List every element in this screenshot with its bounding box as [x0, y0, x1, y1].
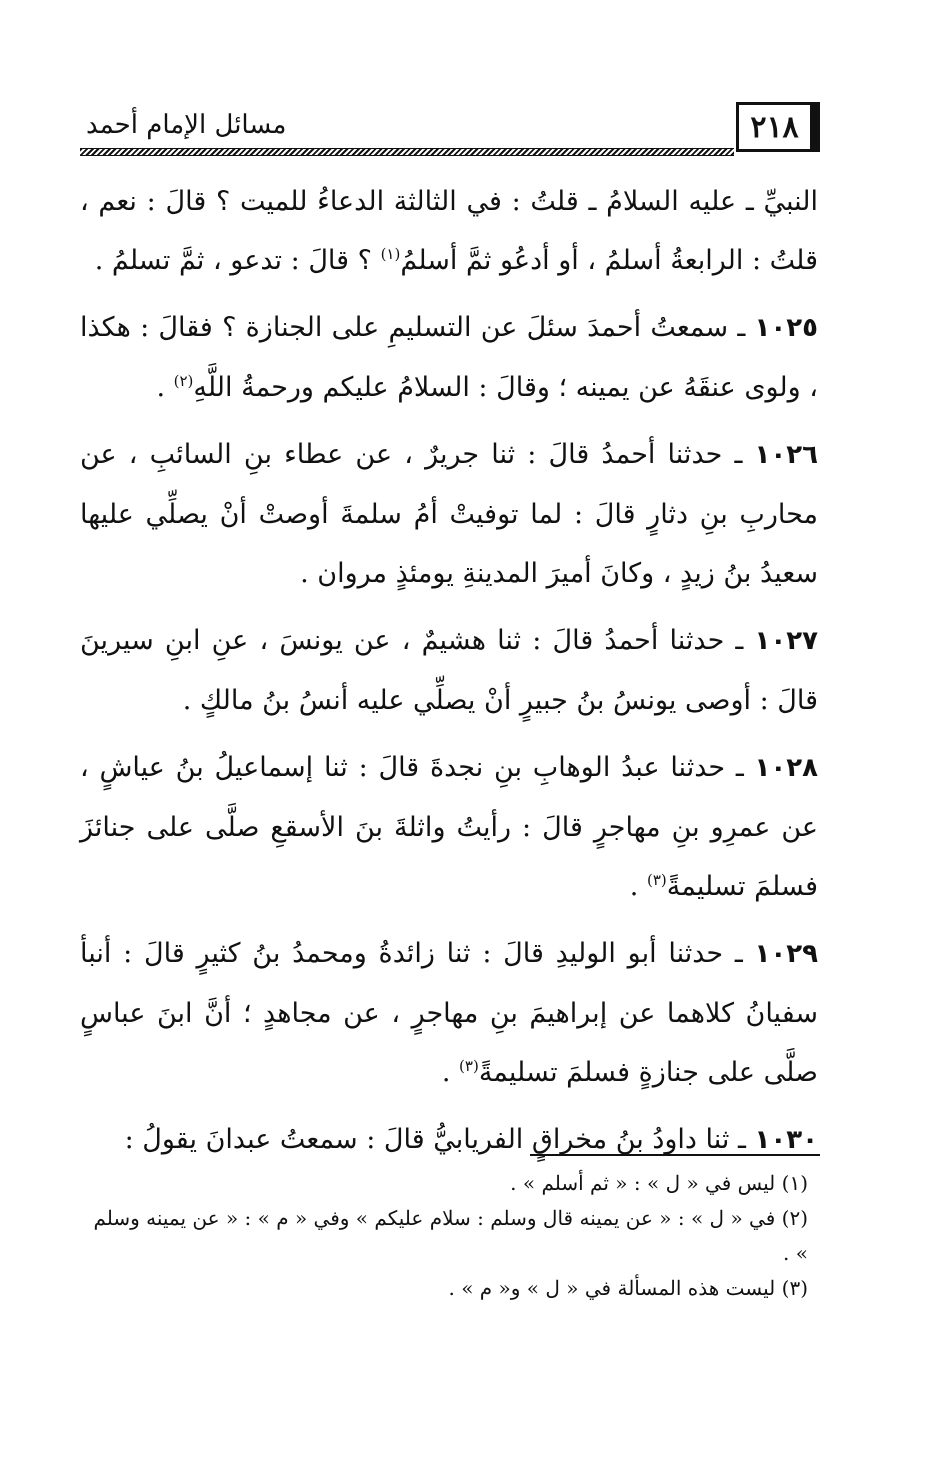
footnote: (٢) في « ل » : « عن يمينه قال وسلم : سلام عليكم » وفي « م » : « عن يمينه وسلم » .: [93, 1206, 808, 1265]
running-title: مسائل الإمام أحمد: [86, 110, 287, 140]
paragraph: ١٠٢٨ ـ حدثنا عبدُ الوهابِ بنِ نجدةَ قالَ : ثنا إسماعيلُ بنُ عياشٍ ، عن عمرِو بنِ مهاجرٍ قالَ : رأيتُ واثلةَ بنَ الأسقعِ صلَّى على جنائزَ فسلمَ تسليمةً$^{(٣)}$ .: [80, 752, 818, 902]
issue-number: ١٠٢٦: [754, 440, 818, 470]
paragraph: ١٠٢٥ ـ سمعتُ أحمدَ سئلَ عن التسليمِ على الجنازة ؟ فقالَ : هكذا ، ولوى عنقَهُ عن يمينه ؛ وقالَ : السلامُ عليكم ورحمةُ اللَّهِ$^{(٢)}$ .: [80, 312, 818, 403]
issue-number: ١٠٢٩: [754, 939, 818, 969]
issue-number: ١٠٢٥: [754, 313, 818, 343]
page-number-box: [736, 102, 820, 152]
footnote: (٣) ليست هذه المسألة في « ل » و« م » .: [448, 1276, 808, 1300]
paragraph: ١٠٣٠ ـ ثنا داودُ بنُ مخراقٍ الفريابيُّ قالَ : سمعتُ عبدانَ يقولُ :: [124, 1124, 818, 1155]
header-rule: [80, 148, 734, 156]
paragraph: ١٠٢٧ ـ حدثنا أحمدُ قالَ : ثنا هشيمٌ ، عن يونسَ ، عنِ ابنِ سيرينَ قالَ : أوصى يونسُ بنُ جبيرٍ أنْ يصلِّي عليه أنسُ بنُ مالكٍ .: [80, 625, 818, 716]
paragraph: ١٠٢٦ ـ حدثنا أحمدُ قالَ : ثنا جريرٌ ، عن عطاء بنِ السائبِ ، عن محاربِ بنِ دثارٍ قالَ : لما توفيتْ أمُ سلمةَ أوصتْ أنْ يصلِّي عليها سعيدُ بنُ زيدٍ ، وكانَ أميرَ المدينةِ يومئذٍ مروان .: [80, 439, 818, 589]
page-header: [80, 98, 820, 160]
footnote: (١) ليس في « ل » : « ثم أسلم » .: [510, 1171, 808, 1195]
issue-number: ١٠٢٧: [754, 626, 818, 656]
paragraph: النبيِّ ـ عليه السلامُ ـ قلتُ : في الثالثة الدعاءُ للميت ؟ قالَ : نعم ، قلتُ : الرابعةُ أسلمُ ، أو أدعُو ثمَّ أسلمُ$^{(١)}$ ؟ قالَ : تدعو ، ثمَّ تسلمُ .: [80, 186, 819, 276]
issue-number: ١٠٢٨: [754, 753, 818, 783]
paragraph: ١٠٢٩ ـ حدثنا أبو الوليدِ قالَ : ثنا زائدةُ ومحمدُ بنُ كثيرٍ قالَ : أنبأ سفيانُ كلاهما عن إبراهيمَ بنِ مهاجرٍ ، عن مجاهدٍ ؛ أنَّ ابنَ عباسٍ صلَّى على جنازةٍ فسلمَ تسليمةً$^{(٣)}$ .: [80, 938, 818, 1088]
page-number: ٢١٨: [750, 109, 799, 145]
body-text: [80, 172, 818, 1178]
footnote-rule: [530, 1154, 820, 1156]
issue-number: ١٠٣٠: [754, 1125, 818, 1155]
footnotes: [80, 1166, 808, 1306]
